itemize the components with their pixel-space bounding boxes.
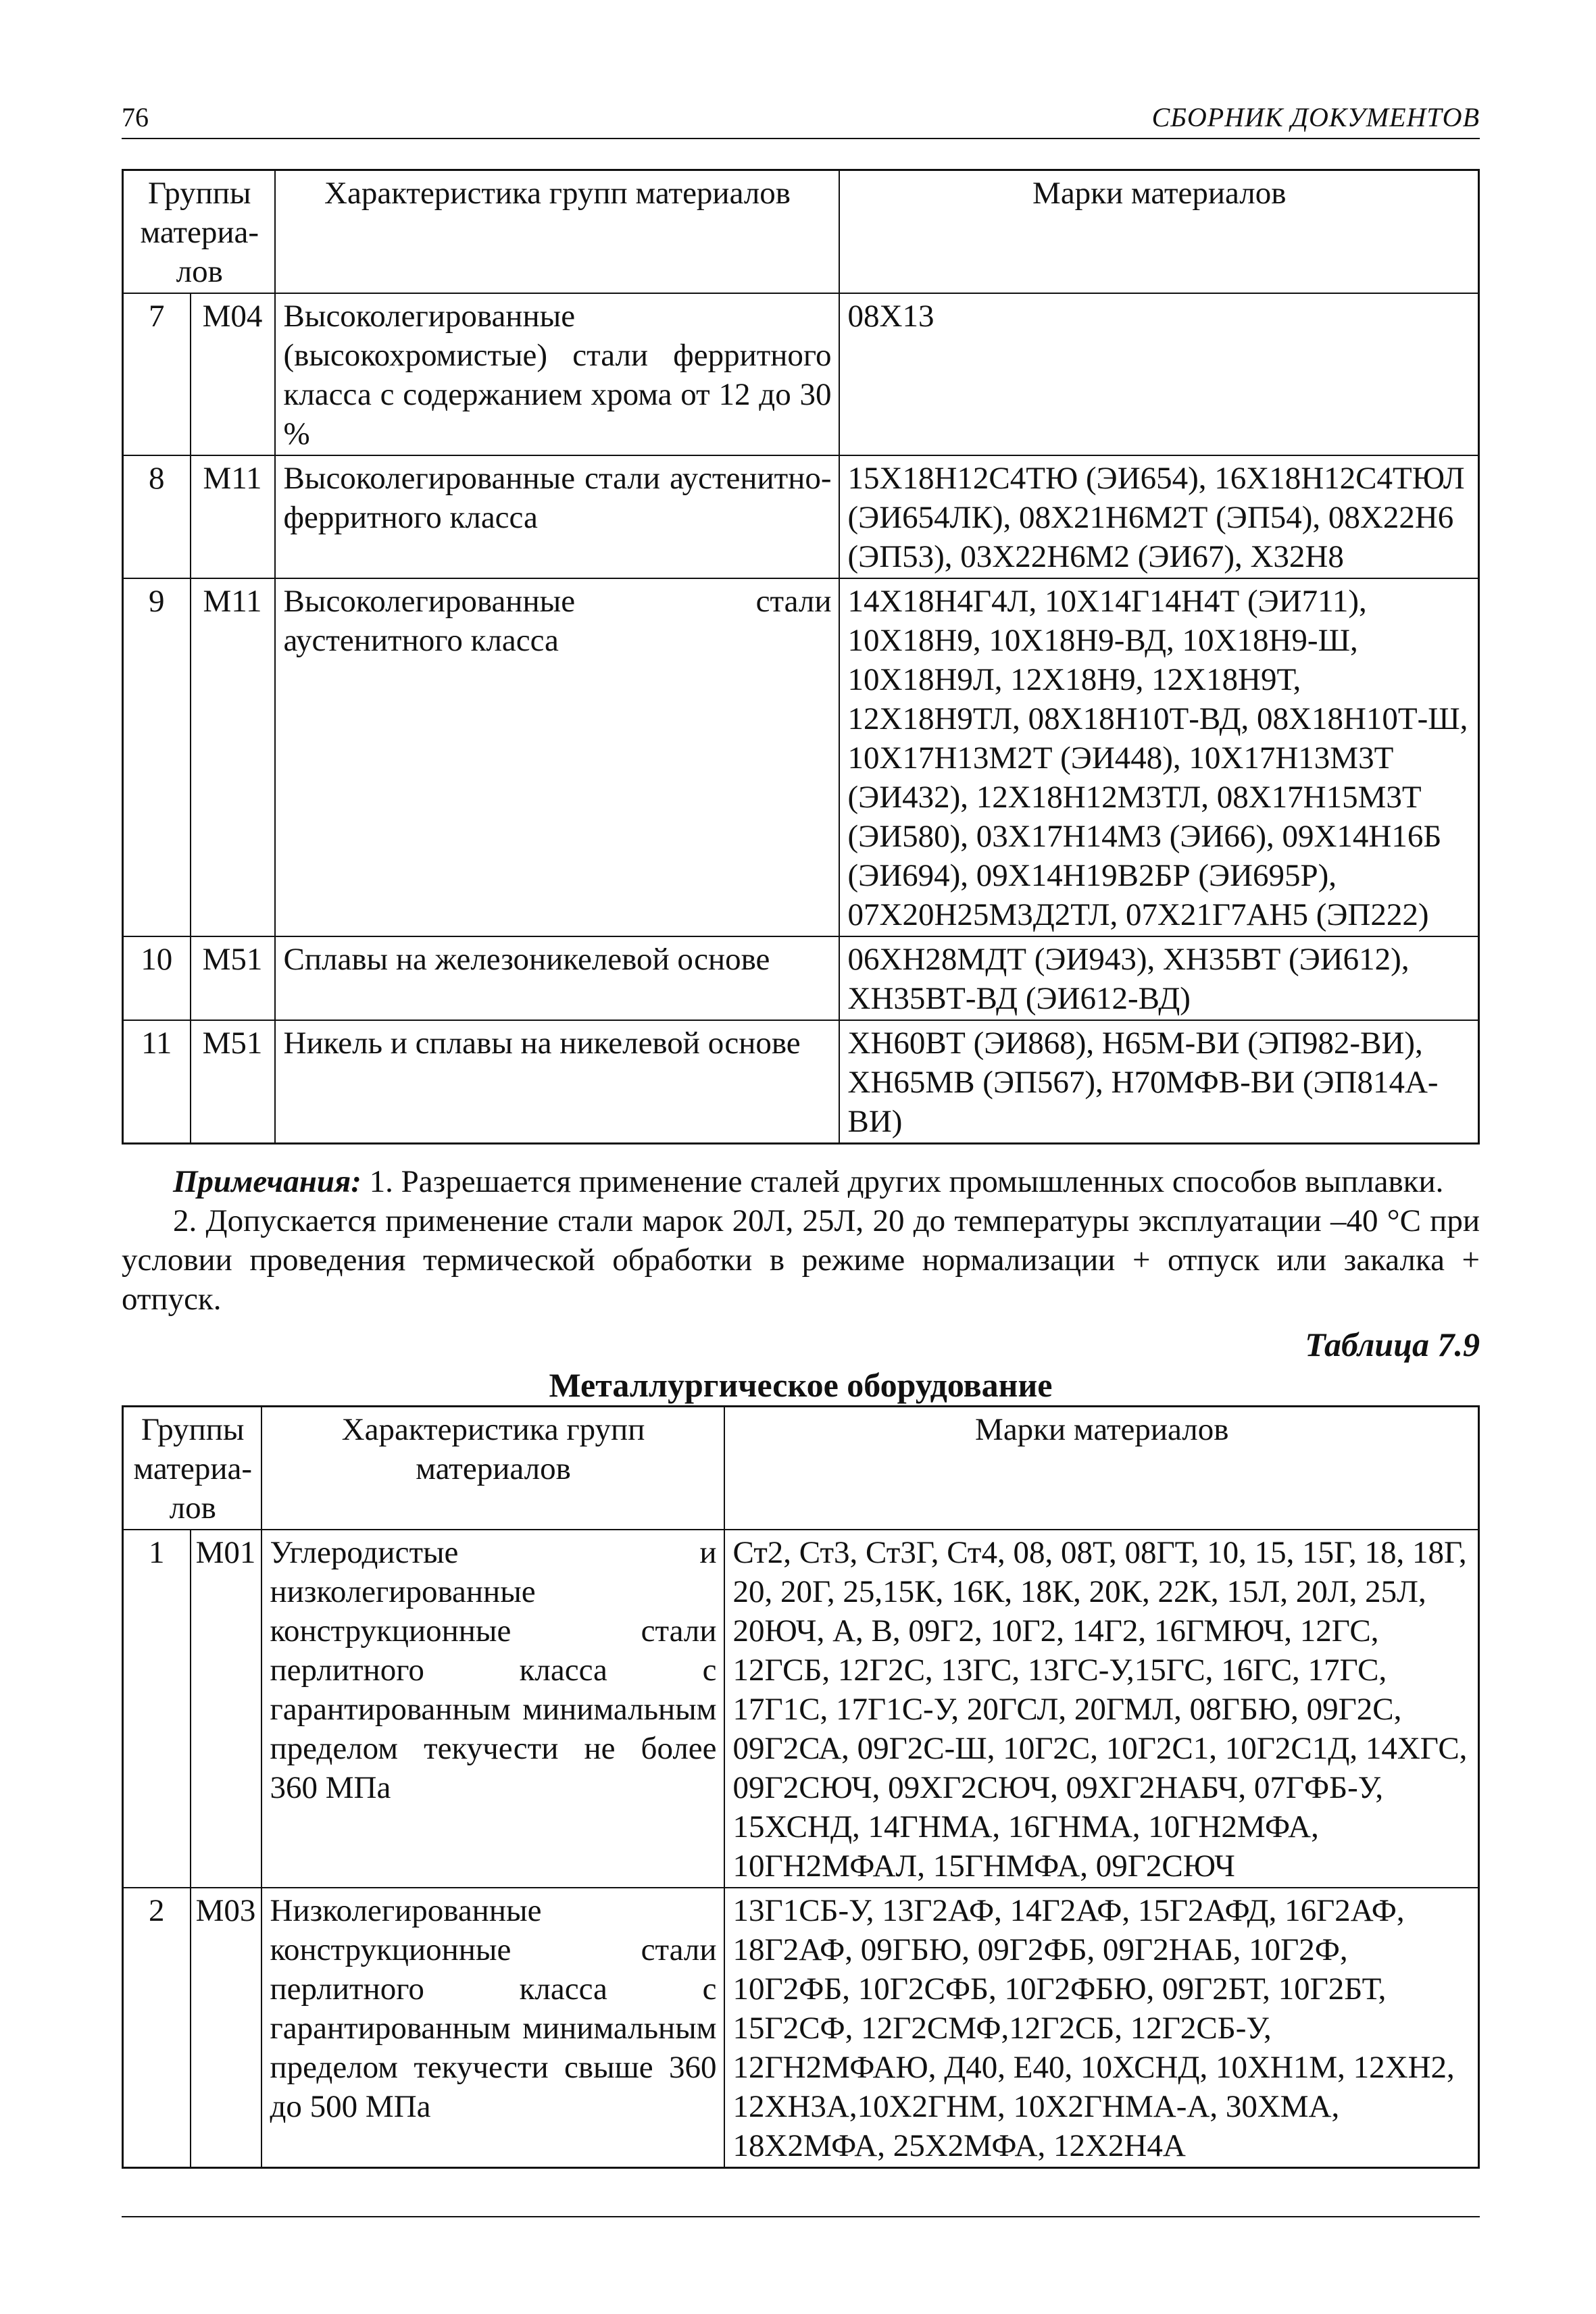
table-header-row <box>123 170 1479 294</box>
row-number: 9 <box>123 578 191 936</box>
group-characteristic: Углеродистые и низколегированные конструкционные стали перлитного класса с гарантированным минимальным пределом текучести не более 360 МПа <box>261 1530 724 1888</box>
header-characteristic: Характеристика групп материалов <box>261 1407 724 1530</box>
header-characteristic: Характеристика групп материалов <box>275 170 839 294</box>
group-code: М51 <box>191 936 275 1020</box>
table-title: Металлургическое оборудование <box>549 1366 1053 1404</box>
document-page <box>122 101 1480 2169</box>
group-code: М51 <box>191 1020 275 1144</box>
table-row <box>123 1020 1479 1144</box>
table-metallurgical-equipment <box>122 1405 1480 2169</box>
table-row <box>123 578 1479 936</box>
table-row <box>123 455 1479 578</box>
row-number: 1 <box>123 1530 191 1888</box>
header-groups: Группы материа-лов <box>123 1407 261 1530</box>
material-grades: 13Г1СБ-У, 13Г2АФ, 14Г2АФ, 15Г2АФД, 16Г2АФ, 18Г2АФ, 09ГБЮ, 09Г2ФБ, 09Г2НАБ, 10Г2Ф, 10Г2ФБ, 10Г2СФБ, 10Г2ФБЮ, 09Г2БТ, 10Г2БТ, 15Г2СФ, 12Г2СМФ,12Г2СБ, 12Г2СБ-У, 12ГН2МФАЮ, Д40, Е40, 10ХСНД, 10ХН1М, 12ХН2, 12ХН3А,10Х2ГНМ, 10Х2ГНМА-А, 30ХМА, 18Х2МФА, 25Х2МФА, 12Х2Н4А <box>724 1888 1479 2168</box>
row-number: 11 <box>123 1020 191 1144</box>
table-row <box>123 936 1479 1020</box>
notes-label: Примечания: <box>173 1164 361 1199</box>
table-row <box>123 1530 1479 1888</box>
header-groups: Группы материа-лов <box>123 170 275 294</box>
row-number: 7 <box>123 293 191 455</box>
material-grades: 06ХН28МДТ (ЭИ943), ХН35ВТ (ЭИ612), ХН35ВТ-ВД (ЭИ612-ВД) <box>839 936 1479 1020</box>
running-header <box>122 101 1480 139</box>
group-code: М03 <box>191 1888 261 2168</box>
page-number: 76 <box>122 102 149 132</box>
group-characteristic: Высоколегированные стали аустенитного класса <box>275 578 839 936</box>
running-title: СБОРНИК ДОКУМЕНТОВ <box>1151 102 1480 132</box>
group-characteristic: Низколегированные конструкционные стали перлитного класса с гарантированным минимальным пределом текучести свыше 360 до 500 МПа <box>261 1888 724 2168</box>
group-characteristic: Никель и сплавы на никелевой основе <box>275 1020 839 1144</box>
footer-rule <box>122 2216 1480 2217</box>
group-characteristic: Высоколегированные (высокохромистые) стали ферритного класса с содержанием хрома от 12 до 30 % <box>275 293 839 455</box>
material-grades: 14Х18Н4Г4Л, 10Х14Г14Н4Т (ЭИ711), 10Х18Н9, 10Х18Н9-ВД, 10Х18Н9-Ш, 10Х18Н9Л, 12Х18Н9, 12Х18Н9Т, 12Х18Н9ТЛ, 08Х18Н10Т-ВД, 08Х18Н10Т-Ш, 10Х17Н13М2Т (ЭИ448), 10Х17Н13М3Т (ЭИ432), 12Х18Н12М3ТЛ, 08Х17Н15М3Т (ЭИ580), 03Х17Н14М3 (ЭИ66), 09Х14Н16Б (ЭИ694), 09Х14Н19В2БР (ЭИ695Р), 07Х20Н25М3Д2ТЛ, 07Х21Г7АН5 (ЭП222) <box>839 578 1479 936</box>
group-code: М04 <box>191 293 275 455</box>
row-number: 8 <box>123 455 191 578</box>
material-grades: ХН60ВТ (ЭИ868), Н65М-ВИ (ЭП982-ВИ), ХН65МВ (ЭП567), Н70МФВ-ВИ (ЭП814А-ВИ) <box>839 1020 1479 1144</box>
material-grades: Ст2, Ст3, Ст3Г, Ст4, 08, 08Т, 08ГТ, 10, 15, 15Г, 18, 18Г, 20, 20Г, 25,15К, 16К, 18К, 20К, 22К, 15Л, 20Л, 25Л, 20ЮЧ, А, В, 09Г2, 10Г2, 14Г2, 16ГМЮЧ, 12ГС, 12ГСБ, 12Г2С, 13ГС, 13ГС-У,15ГС, 16ГС, 17ГС, 17Г1С, 17Г1С-У, 20ГСЛ, 20ГМЛ, 08ГБЮ, 09Г2С, 09Г2СА, 09Г2С-Ш, 10Г2С, 10Г2С1, 10Г2С1Д, 14ХГС, 09Г2СЮЧ, 09ХГ2СЮЧ, 09ХГ2НАБЧ, 07ГФБ-У, 15ХСНД, 14ГНМА, 16ГНМА, 10ГН2МФА, 10ГН2МФАЛ, 15ГНМФА, 09Г2СЮЧ <box>724 1530 1479 1888</box>
group-code: М01 <box>191 1530 261 1888</box>
row-number: 2 <box>123 1888 191 2168</box>
note-1-text: 1. Разрешается применение сталей других промышленных способов выплавки. <box>361 1164 1444 1199</box>
group-code: М11 <box>191 455 275 578</box>
table-row <box>123 1888 1479 2168</box>
material-grades: 15Х18Н12С4ТЮ (ЭИ654), 16Х18Н12С4ТЮЛ (ЭИ654ЛК), 08Х21Н6М2Т (ЭП54), 08Х22Н6 (ЭП53), 03Х22Н6М2 (ЭИ67), Х32Н8 <box>839 455 1479 578</box>
note-1 <box>122 1162 1480 1201</box>
table-row <box>123 293 1479 455</box>
group-characteristic: Сплавы на железоникелевой основе <box>275 936 839 1020</box>
table-header-row <box>123 1407 1479 1530</box>
material-grades: 08Х13 <box>839 293 1479 455</box>
table-continued <box>122 169 1480 1145</box>
note-2: 2. Допускается применение стали марок 20Л, 25Л, 20 до температуры эксплуатации –40 °С при условии проведения термической обработки в режиме нормализации + отпуск или закалка + отпуск. <box>122 1203 1480 1317</box>
group-code: М11 <box>191 578 275 936</box>
table-label: Таблица 7.9 <box>1305 1326 1480 1363</box>
header-grades: Марки материалов <box>724 1407 1479 1530</box>
group-characteristic: Высоколегированные стали аустенитно-ферритного класса <box>275 455 839 578</box>
row-number: 10 <box>123 936 191 1020</box>
header-grades: Марки материалов <box>839 170 1479 294</box>
notes <box>122 1162 1480 1319</box>
